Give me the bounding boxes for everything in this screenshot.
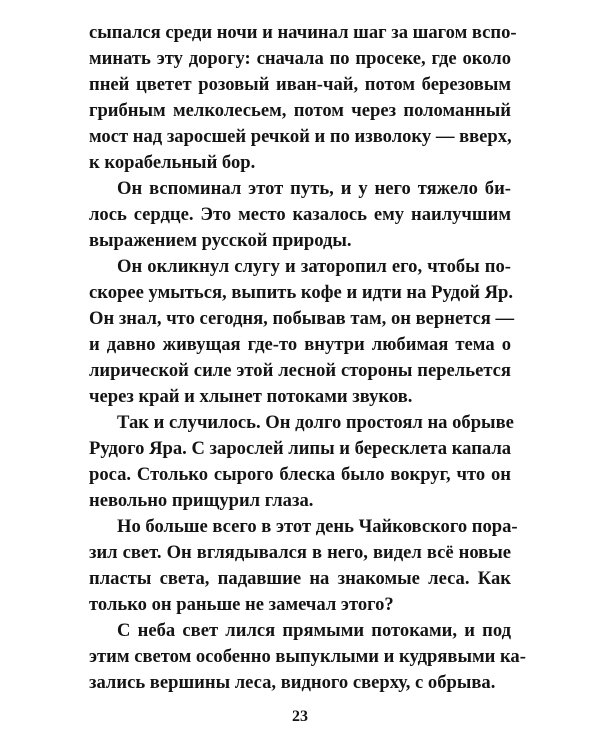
text-line: Но больше всего в этот день Чайковского пора-	[117, 516, 518, 537]
text-line: пней цветет розовый иван-чай, потом березовым	[89, 74, 511, 95]
text-line: лось сердце. Это место казалось ему наилучшим	[89, 204, 511, 225]
text-line: Он знал, что сегодня, побывав там, он вернется —	[89, 308, 515, 329]
text-line: Он окликнул слугу и заторопил его, чтобы по-	[117, 256, 511, 277]
text-line: только он раньше не замечал этого?	[89, 594, 394, 615]
text-line: скорее умыться, выпить кофе и идти на Рудой Яр.	[89, 282, 514, 303]
text-line: к корабельный бор.	[89, 152, 256, 173]
text-line: С неба свет лился прямыми потоками, и под	[117, 620, 511, 641]
text-line: грибным мелколесьем, потом через поломанный	[89, 100, 511, 121]
text-line: этим светом особенно выпуклыми и кудрявыми ка-	[89, 646, 526, 667]
text-line: и давно живущая где-то внутри любимая тема о	[89, 334, 511, 355]
page-number: 23	[292, 708, 308, 725]
text-line: выражением русской природы.	[89, 230, 352, 251]
text-line: зались вершины леса, видного сверху, с обрыва.	[89, 672, 496, 693]
text-line: невольно прищурил глаза.	[89, 490, 314, 511]
text-line: мост над заросшей речкой и по изволоку — вверх,	[89, 126, 512, 147]
text-line: через край и хлынет потоками звуков.	[89, 386, 413, 407]
text-line: сыпался среди ночи и начинал шаг за шагом вспо-	[89, 22, 517, 43]
text-line: зил свет. Он вглядывался в него, видел всё новые	[89, 542, 511, 563]
text-line: Он вспоминал этот путь, и у него тяжело би-	[117, 178, 511, 199]
text-line: Так и случилось. Он долго простоял на обрыве	[117, 412, 514, 433]
text-line: роса. Столько сырого блеска было вокруг, что он	[89, 464, 511, 485]
text-line: минать эту дорогу: сначала по просеке, где около	[89, 48, 511, 69]
text-line: Рудого Яра. С зарослей липы и бересклета капала	[89, 438, 512, 459]
text-line: пласты света, падавшие на знакомые леса. Как	[89, 568, 511, 589]
text-line: лирической силе этой лесной стороны перельется	[89, 360, 511, 381]
